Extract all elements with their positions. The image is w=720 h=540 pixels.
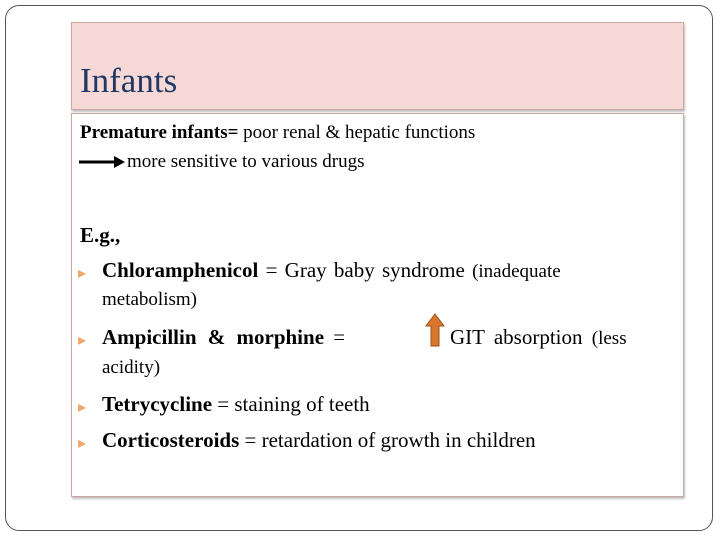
bullet-tetracycline (102, 392, 370, 417)
title-bar (71, 22, 684, 110)
slide-title: Infants (80, 61, 178, 100)
bullet-chloramphenicol (102, 258, 561, 283)
bullet-ampicillin-effect (450, 325, 627, 350)
absorption-text: GIT absorption (450, 325, 592, 349)
bullet-ampicillin (102, 325, 345, 350)
drug-effect: = Gray baby syndrome (258, 258, 473, 282)
drug-name: Chloramphenicol (102, 258, 259, 282)
drug-name: Corticosteroids (102, 428, 240, 452)
drug-name: Tetrycycline (102, 392, 213, 416)
bullet-icon: ▸ (78, 435, 87, 452)
bullet-corticosteroids (102, 428, 536, 453)
bullet-continuation: acidity) (102, 357, 161, 378)
bullet-icon: ▸ (78, 399, 87, 416)
premature-text: poor renal & hepatic functions (238, 122, 476, 143)
content-box (71, 113, 684, 497)
line-sensitive: more sensitive to various drugs (127, 151, 365, 172)
drug-note: (less (591, 328, 627, 349)
premature-label: Premature infants= (80, 122, 239, 143)
bullet-continuation: metabolism) (102, 289, 197, 310)
drug-name: Ampicillin & morphine (102, 325, 325, 349)
up-arrow-icon (425, 313, 445, 347)
eg-label: E.g., (80, 223, 121, 247)
drug-effect: = retardation of growth in children (239, 428, 536, 452)
line-premature (80, 122, 475, 144)
drug-effect: = (324, 325, 346, 349)
drug-effect: = staining of teeth (212, 392, 370, 416)
bullet-icon: ▸ (78, 332, 87, 349)
right-arrow-icon (78, 155, 126, 169)
bullet-icon: ▸ (78, 265, 87, 282)
drug-note: (inadequate (472, 261, 561, 282)
